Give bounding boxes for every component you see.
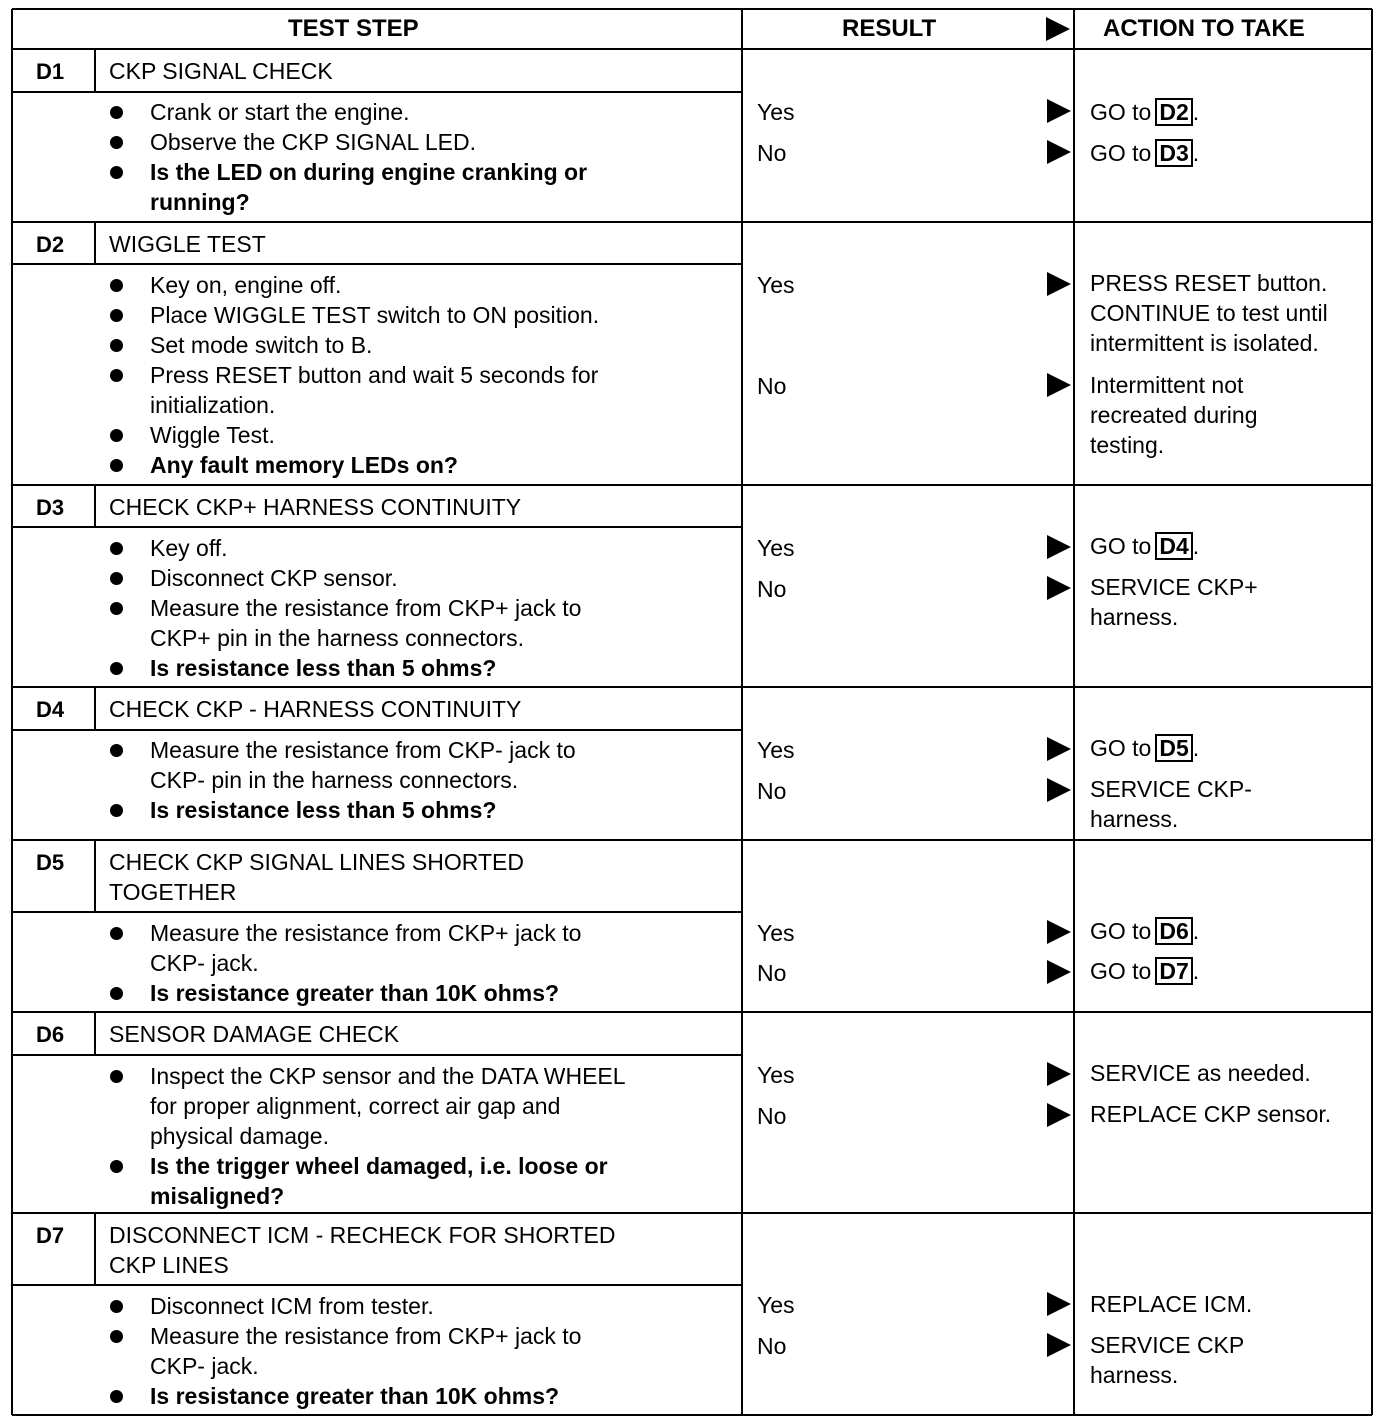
result-arrow-icon (1047, 535, 1071, 559)
step-question: Is resistance greater than 10K ohms? (150, 1383, 560, 1409)
step-code: D2 (36, 232, 65, 257)
title-divider (12, 911, 742, 913)
step-title: DISCONNECT ICM - RECHECK FOR SHORTED (109, 1222, 616, 1248)
bullet-icon (110, 369, 123, 382)
step-code: D1 (36, 59, 65, 84)
table-bottom-border (12, 1414, 1372, 1416)
bullet-icon (110, 309, 123, 322)
action-text: SERVICE as needed. (1090, 1060, 1311, 1086)
step-instruction: for proper alignment, correct air gap and (150, 1093, 561, 1119)
step-reference-box: D6 (1155, 917, 1192, 945)
step-reference-box: D4 (1155, 532, 1192, 560)
step-code: D3 (36, 495, 65, 520)
result-arrow-icon (1047, 1062, 1071, 1086)
code-divider (94, 840, 96, 912)
bullet-icon (110, 459, 123, 472)
result-no: No (757, 778, 787, 804)
result-arrow-icon (1047, 1333, 1071, 1357)
step-instruction: physical damage. (150, 1123, 329, 1149)
bullet-icon (110, 136, 123, 149)
action-suffix: . (1192, 99, 1200, 125)
step-instruction: Disconnect CKP sensor. (150, 565, 398, 591)
step-question: Is the LED on during engine cranking or (150, 159, 588, 185)
result-no: No (757, 960, 787, 986)
step-title: CHECK CKP SIGNAL LINES SHORTED (109, 849, 524, 875)
step-instruction: Press RESET button and wait 5 seconds for (150, 362, 599, 388)
step-divider (12, 1011, 1372, 1013)
action-goto (1090, 916, 1199, 946)
header-arrow-icon (1046, 17, 1070, 41)
table-left-border (11, 9, 13, 1415)
action-text: CONTINUE to test until (1090, 300, 1328, 326)
step-instruction: Crank or start the engine. (150, 99, 410, 125)
action-goto (1090, 138, 1199, 168)
step-instruction: Key on, engine off. (150, 272, 342, 298)
bullet-icon (110, 804, 123, 817)
bullet-icon (110, 1070, 123, 1083)
step-instruction: CKP- jack. (150, 950, 259, 976)
result-arrow-icon (1047, 99, 1071, 123)
step-divider (12, 839, 1372, 841)
result-arrow-icon (1047, 1103, 1071, 1127)
title-divider (12, 1284, 742, 1286)
action-text: harness. (1090, 806, 1179, 832)
action-suffix: . (1192, 735, 1200, 761)
bullet-icon (110, 572, 123, 585)
action-prefix: GO to (1090, 140, 1152, 166)
result-arrow-icon (1047, 960, 1071, 984)
action-prefix: GO to (1090, 99, 1152, 125)
step-question: misaligned? (150, 1183, 285, 1209)
step-title: TOGETHER (109, 879, 237, 905)
result-arrow-icon (1047, 373, 1071, 397)
action-goto (1090, 956, 1199, 986)
step-instruction: CKP+ pin in the harness connectors. (150, 625, 524, 651)
step-instruction: initialization. (150, 392, 276, 418)
bullet-icon (110, 106, 123, 119)
step-instruction: Measure the resistance from CKP+ jack to (150, 595, 582, 621)
result-arrow-icon (1047, 737, 1071, 761)
action-text: REPLACE ICM. (1090, 1291, 1253, 1317)
result-yes: Yes (757, 535, 795, 561)
action-text: recreated during (1090, 402, 1258, 428)
result-arrow-icon (1047, 778, 1071, 802)
bullet-icon (110, 542, 123, 555)
result-yes: Yes (757, 99, 795, 125)
action-text: PRESS RESET button. (1090, 270, 1328, 296)
result-yes: Yes (757, 272, 795, 298)
code-divider (94, 687, 96, 730)
step-divider (12, 221, 1372, 223)
action-text: intermittent is isolated. (1090, 330, 1319, 356)
bullet-icon (110, 1160, 123, 1173)
step-reference-box: D2 (1155, 98, 1192, 126)
result-no: No (757, 140, 787, 166)
step-instruction: CKP- jack. (150, 1353, 259, 1379)
code-divider (94, 485, 96, 527)
step-instruction: Wiggle Test. (150, 422, 275, 448)
step-instruction: Disconnect ICM from tester. (150, 1293, 434, 1319)
title-divider (12, 526, 742, 528)
action-goto (1090, 733, 1199, 763)
bullet-icon (110, 279, 123, 292)
step-title: CKP LINES (109, 1252, 229, 1278)
bullet-icon (110, 602, 123, 615)
result-arrow-icon (1047, 1292, 1071, 1316)
title-divider (12, 91, 742, 93)
action-suffix: . (1192, 918, 1200, 944)
step-title: CKP SIGNAL CHECK (109, 58, 333, 84)
step-instruction: Measure the resistance from CKP- jack to (150, 737, 576, 763)
result-no: No (757, 1103, 787, 1129)
action-prefix: GO to (1090, 735, 1152, 761)
step-instruction: Measure the resistance from CKP+ jack to (150, 1323, 582, 1349)
bullet-icon (110, 1390, 123, 1403)
step-title: WIGGLE TEST (109, 231, 266, 257)
step-divider (12, 1212, 1372, 1214)
step-code: D5 (36, 850, 65, 875)
result-yes: Yes (757, 1062, 795, 1088)
step-instruction: Measure the resistance from CKP+ jack to (150, 920, 582, 946)
result-no: No (757, 373, 787, 399)
table-right-border (1371, 9, 1373, 1415)
action-text: REPLACE CKP sensor. (1090, 1101, 1332, 1127)
title-divider (12, 729, 742, 731)
step-instruction: Set mode switch to B. (150, 332, 373, 358)
title-divider (12, 263, 742, 265)
step-title: CHECK CKP+ HARNESS CONTINUITY (109, 494, 522, 520)
step-divider (12, 686, 1372, 688)
bullet-icon (110, 927, 123, 940)
header-test-step: TEST STEP (288, 15, 419, 42)
action-goto (1090, 97, 1199, 127)
step-reference-box: D5 (1155, 734, 1192, 762)
action-text: harness. (1090, 604, 1179, 630)
result-yes: Yes (757, 1292, 795, 1318)
action-column-divider (1073, 9, 1075, 1415)
action-text: SERVICE CKP- (1090, 776, 1252, 802)
step-question: running? (150, 189, 250, 215)
action-text: SERVICE CKP+ (1090, 574, 1258, 600)
step-code: D7 (36, 1223, 65, 1248)
header-result: RESULT (842, 15, 937, 42)
bullet-icon (110, 987, 123, 1000)
step-reference-box: D7 (1155, 957, 1192, 985)
bullet-icon (110, 1330, 123, 1343)
bullet-icon (110, 429, 123, 442)
code-divider (94, 1213, 96, 1285)
step-question: Any fault memory LEDs on? (150, 452, 458, 478)
action-suffix: . (1192, 140, 1200, 166)
bullet-icon (110, 166, 123, 179)
bullet-icon (110, 662, 123, 675)
title-divider (12, 1054, 742, 1056)
step-question: Is the trigger wheel damaged, i.e. loose or (150, 1153, 608, 1179)
bullet-icon (110, 744, 123, 757)
action-text: testing. (1090, 432, 1165, 458)
step-title: CHECK CKP - HARNESS CONTINUITY (109, 696, 522, 722)
table-top-border (12, 8, 1372, 10)
action-prefix: GO to (1090, 533, 1152, 559)
step-instruction: Inspect the CKP sensor and the DATA WHEEL (150, 1063, 626, 1089)
result-arrow-icon (1047, 576, 1071, 600)
step-instruction: Observe the CKP SIGNAL LED. (150, 129, 476, 155)
action-prefix: GO to (1090, 958, 1152, 984)
code-divider (94, 1012, 96, 1055)
action-text: SERVICE CKP (1090, 1332, 1245, 1358)
header-bottom-border (12, 48, 1372, 50)
step-question: Is resistance greater than 10K ohms? (150, 980, 560, 1006)
step-title: SENSOR DAMAGE CHECK (109, 1021, 400, 1047)
action-prefix: GO to (1090, 918, 1152, 944)
step-instruction: CKP- pin in the harness connectors. (150, 767, 519, 793)
action-text: Intermittent not (1090, 372, 1244, 398)
result-arrow-icon (1047, 140, 1071, 164)
result-no: No (757, 1333, 787, 1359)
step-question: Is resistance less than 5 ohms? (150, 797, 497, 823)
result-yes: Yes (757, 737, 795, 763)
result-arrow-icon (1047, 272, 1071, 296)
result-yes: Yes (757, 920, 795, 946)
code-divider (94, 49, 96, 92)
header-action-to-take: ACTION TO TAKE (1103, 15, 1305, 42)
step-divider (12, 484, 1372, 486)
action-suffix: . (1192, 533, 1200, 559)
step-code: D6 (36, 1022, 65, 1047)
action-goto (1090, 531, 1199, 561)
bullet-icon (110, 1300, 123, 1313)
step-instruction: Place WIGGLE TEST switch to ON position. (150, 302, 600, 328)
bullet-icon (110, 339, 123, 352)
result-column-divider (741, 9, 743, 1415)
step-reference-box: D3 (1155, 139, 1192, 167)
step-question: Is resistance less than 5 ohms? (150, 655, 497, 681)
result-no: No (757, 576, 787, 602)
code-divider (94, 222, 96, 264)
action-text: harness. (1090, 1362, 1179, 1388)
step-instruction: Key off. (150, 535, 228, 561)
result-arrow-icon (1047, 920, 1071, 944)
action-suffix: . (1192, 958, 1200, 984)
step-code: D4 (36, 697, 65, 722)
